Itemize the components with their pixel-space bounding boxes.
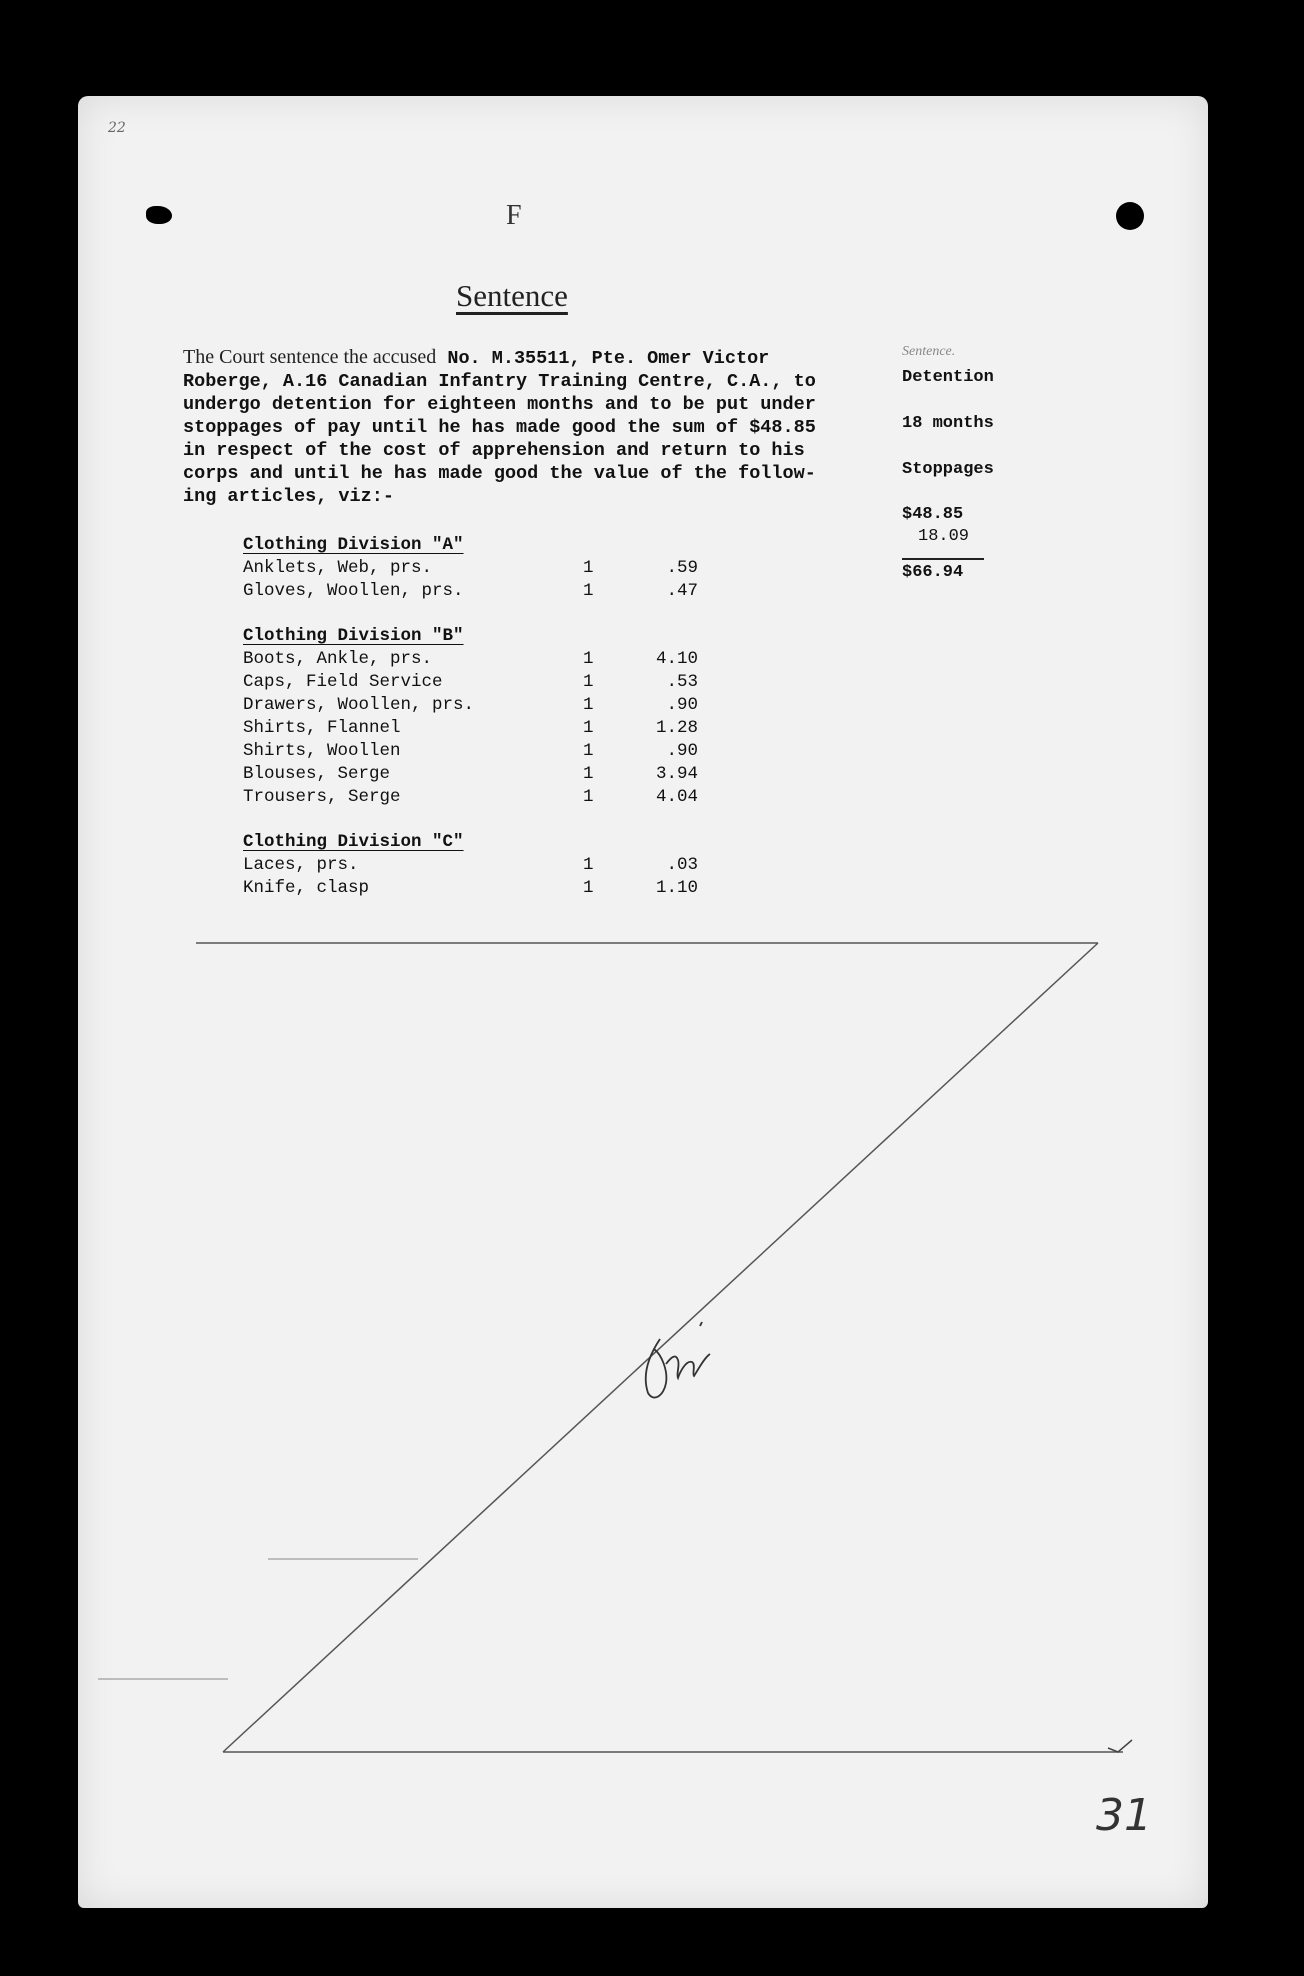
page-title: Sentence <box>456 278 568 313</box>
margin-total: $66.94 <box>902 558 984 584</box>
paragraph-line: Roberge, A.16 Canadian Infantry Training Centre, C.A., to <box>183 371 816 392</box>
paragraph-line: corps and until he has made good the value of the follow- <box>183 463 816 484</box>
paragraph-line: ing articles, viz:- <box>183 486 394 507</box>
diagonal-cancel-line <box>223 943 1098 1752</box>
item-name: Anklets, Web, prs. <box>243 558 433 578</box>
item-qty: 1 <box>583 741 594 761</box>
item-amount: 1.10 <box>655 878 698 898</box>
margin-detention: Detention <box>902 368 994 387</box>
initials-signature <box>646 1322 710 1398</box>
item-qty: 1 <box>583 764 594 784</box>
item-qty: 1 <box>583 581 594 601</box>
corner-mark: 22 <box>108 120 126 136</box>
division-title: Clothing Division "C" <box>243 832 464 852</box>
item-qty: 1 <box>583 787 594 807</box>
item-amount: 1.28 <box>655 718 698 738</box>
item-name: Caps, Field Service <box>243 672 443 692</box>
paragraph-line: undergo detention for eighteen months and to be put under <box>183 394 816 415</box>
division-title: Clothing Division "B" <box>243 626 464 646</box>
item-name: Shirts, Flannel <box>243 718 401 738</box>
division-title: Clothing Division "A" <box>243 535 464 555</box>
item-amount: .90 <box>666 695 698 715</box>
item-amount: .59 <box>666 558 698 578</box>
margin-duration: 18 months <box>902 414 994 433</box>
document-page <box>78 96 1208 1908</box>
section-letter: F <box>506 200 522 231</box>
margin-stoppages: Stoppages <box>902 460 994 479</box>
paragraph-line: No. M.35511, Pte. Omer Victor <box>436 348 770 369</box>
item-amount: 4.10 <box>655 649 698 669</box>
margin-label: Sentence. <box>902 344 956 359</box>
item-amount: .47 <box>666 581 698 601</box>
item-name: Shirts, Woollen <box>243 741 401 761</box>
item-name: Knife, clasp <box>243 878 370 898</box>
item-qty: 1 <box>583 695 594 715</box>
margin-amount: $48.85 <box>902 505 964 524</box>
item-amount: 4.04 <box>655 787 698 807</box>
item-amount: .03 <box>666 855 698 875</box>
tick-mark <box>1108 1740 1132 1752</box>
item-amount: .90 <box>666 741 698 761</box>
cancellation-lines <box>78 96 1208 1908</box>
item-qty: 1 <box>583 558 594 578</box>
item-name: Trousers, Serge <box>243 787 401 807</box>
item-name: Drawers, Woollen, prs. <box>243 695 475 715</box>
paragraph-line: stoppages of pay until he has made good the sum of $48.85 <box>183 417 816 438</box>
margin-amount: 18.09 <box>918 527 970 546</box>
item-name: Laces, prs. <box>243 855 359 875</box>
item-amount: 3.94 <box>655 764 698 784</box>
item-name: Gloves, Woollen, prs. <box>243 581 464 601</box>
item-qty: 1 <box>583 878 594 898</box>
item-name: Blouses, Serge <box>243 764 391 784</box>
item-amount: .53 <box>666 672 698 692</box>
paragraph-intro: The Court sentence the accused <box>183 346 437 368</box>
item-qty: 1 <box>583 649 594 669</box>
page-number: 31 <box>1096 1790 1152 1841</box>
item-name: Boots, Ankle, prs. <box>243 649 433 669</box>
item-qty: 1 <box>583 718 594 738</box>
paragraph-line: in respect of the cost of apprehension and return to his <box>183 440 805 461</box>
item-qty: 1 <box>583 855 594 875</box>
item-qty: 1 <box>583 672 594 692</box>
